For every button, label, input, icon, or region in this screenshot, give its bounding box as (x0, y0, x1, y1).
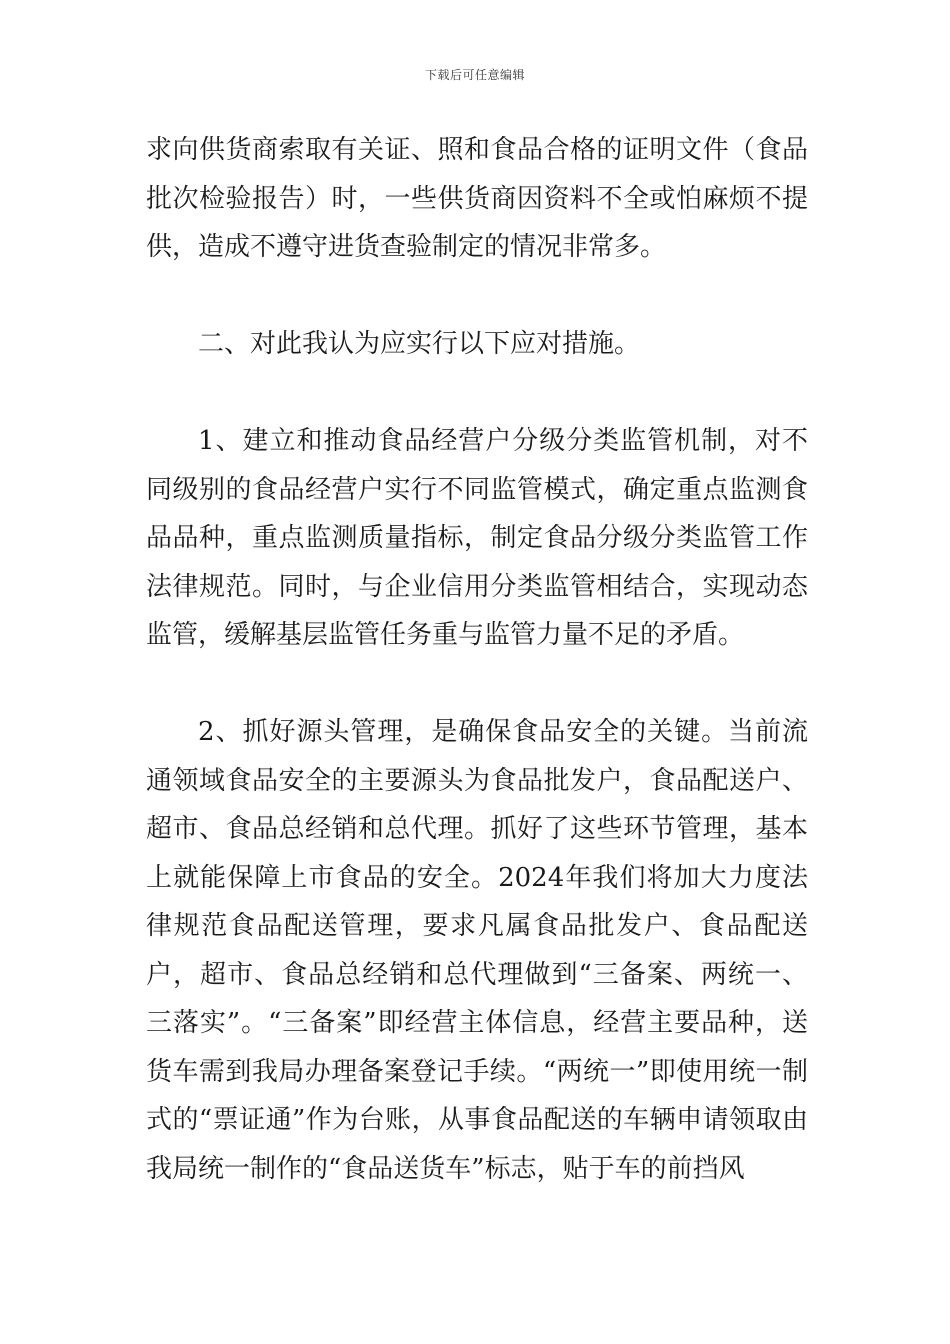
paragraph-continuation: 求向供货商索取有关证、照和食品合格的证明文件（食品批次检验报告）时，一些供货商因资料不全或怕麻烦不提供，造成不遵守进货查验制定的情况非常多。 (146, 135, 808, 262)
paragraph-gap (146, 369, 808, 418)
document-body (146, 126, 808, 1193)
section-heading: 二、对此我认为应实行以下应对措施。 (198, 329, 641, 359)
paragraph-gap (146, 272, 808, 321)
paragraph-gap (146, 660, 808, 709)
paragraph-measure-2: 2、抓好源头管理，是确保食品安全的关键。当前流通领域食品安全的主要源头为食品批发户，食品配送户、超市、食品总经销和总代理。抓好了这些环节管理，基本上就能保障上市食品的安全。2024年我们将加大力度法律规范食品配送管理，要求凡属食品批发户、食品配送户，超市、食品总经销和总代理做到“三备案、两统一、三落实”。“三备案”即经营主体信息，经营主要品种，送货车需到我局办理备案登记手续。“两统一”即使用统一制式的“票证通”作为台账，从事食品配送的车辆申请领取由我局统一制作的“食品送货车”标志，贴于车的前挡风 (146, 717, 808, 1184)
paragraph-measure-1: 1、建立和推动食品经营户分级分类监管机制，对不同级别的食品经营户实行不同监管模式，确定重点监测食品品种，重点监测质量指标，制定食品分级分类监管工作法律规范。同时，与企业信用分类监管相结合，实现动态监管，缓解基层监管任务重与监管力量不足的矛盾。 (146, 426, 808, 650)
page-header: 下载后可任意编辑 (424, 68, 525, 82)
